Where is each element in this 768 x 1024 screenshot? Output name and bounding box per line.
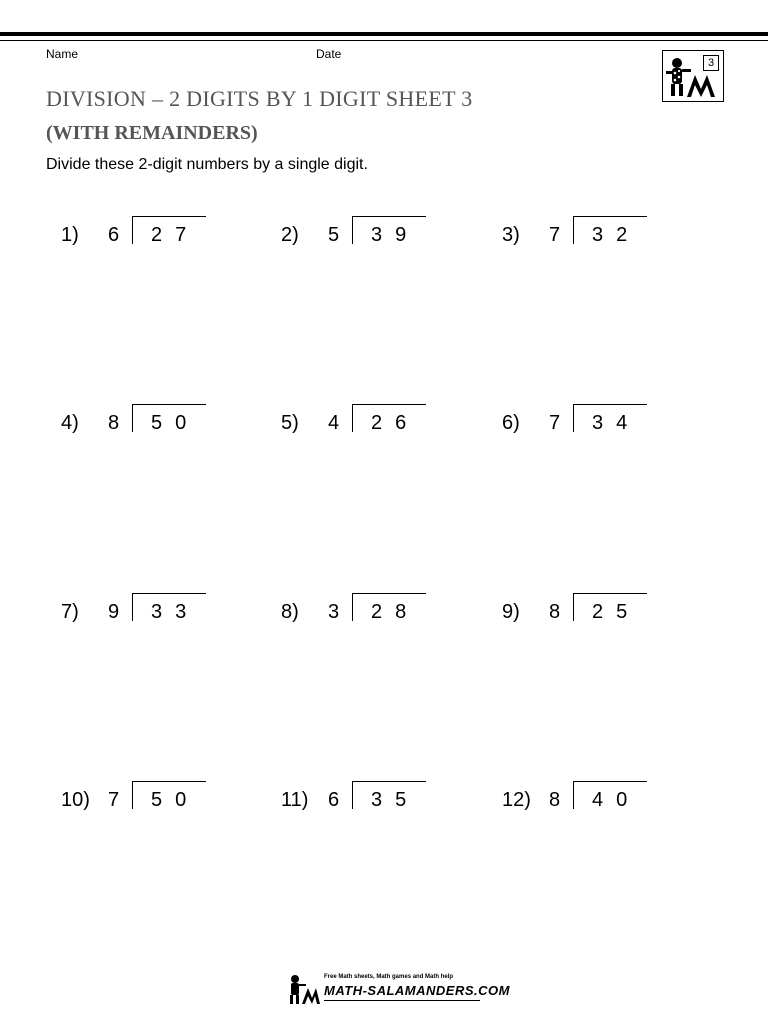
- dividend: 35: [371, 789, 420, 811]
- problem-4: [61, 404, 221, 438]
- problem-number: 1): [61, 224, 79, 246]
- problem-2: [281, 216, 441, 250]
- footer-tagline: Free Math sheets, Math games and Math help: [324, 974, 454, 980]
- problem-8: [281, 593, 441, 627]
- problem-10: [61, 781, 221, 815]
- divisor: 6: [108, 224, 120, 246]
- dividend: 50: [151, 412, 200, 434]
- problem-1: [61, 216, 221, 250]
- divisor: 8: [549, 789, 561, 811]
- dividend: 39: [371, 224, 420, 246]
- divisor: 8: [549, 601, 561, 623]
- divisor: 7: [549, 412, 561, 434]
- divisor: 4: [328, 412, 340, 434]
- problem-7: [61, 593, 221, 627]
- dividend: 25: [592, 601, 641, 623]
- divisor: 3: [328, 601, 340, 623]
- date-label: Date: [316, 47, 342, 61]
- problem-5: [281, 404, 441, 438]
- dividend: 34: [592, 412, 641, 434]
- dividend: 28: [371, 601, 420, 623]
- salamander-footer-icon: [286, 972, 320, 1006]
- divisor: 7: [108, 789, 120, 811]
- instructions: Divide these 2-digit numbers by a single digit.: [46, 156, 368, 173]
- problem-number: 10): [61, 789, 90, 811]
- problem-number: 11): [281, 789, 309, 811]
- problem-12: [502, 781, 662, 815]
- problem-number: 5): [281, 412, 299, 434]
- dividend: 32: [592, 224, 641, 246]
- footer-logo: [286, 972, 510, 1006]
- page-title: DIVISION – 2 DIGITS BY 1 DIGIT SHEET 3: [46, 86, 473, 111]
- page-subtitle: (WITH REMAINDERS): [46, 122, 258, 144]
- dividend: 50: [151, 789, 200, 811]
- problem-3: [502, 216, 662, 250]
- logo-badge: 3: [703, 55, 719, 71]
- divisor: 9: [108, 601, 120, 623]
- top-rule-thin: [0, 40, 768, 41]
- problem-number: 3): [502, 224, 520, 246]
- footer-site-name: MATH-SALAMANDERS.COM: [324, 983, 510, 998]
- dividend: 40: [592, 789, 641, 811]
- problem-number: 2): [281, 224, 299, 246]
- problem-number: 7): [61, 601, 79, 623]
- top-rule-thick: [0, 32, 768, 36]
- problem-number: 4): [61, 412, 79, 434]
- problem-9: [502, 593, 662, 627]
- problem-11: [281, 781, 441, 815]
- dividend: 33: [151, 601, 200, 623]
- dividend: 26: [371, 412, 420, 434]
- math-salamanders-logo: [662, 50, 724, 102]
- divisor: 7: [549, 224, 561, 246]
- problem-number: 6): [502, 412, 520, 434]
- problem-number: 12): [502, 789, 531, 811]
- problem-6: [502, 404, 662, 438]
- divisor: 6: [328, 789, 340, 811]
- divisor: 5: [328, 224, 340, 246]
- footer-rule: [324, 1000, 480, 1001]
- problem-number: 9): [502, 601, 520, 623]
- name-label: Name: [46, 47, 79, 61]
- divisor: 8: [108, 412, 120, 434]
- dividend: 27: [151, 224, 200, 246]
- problem-number: 8): [281, 601, 299, 623]
